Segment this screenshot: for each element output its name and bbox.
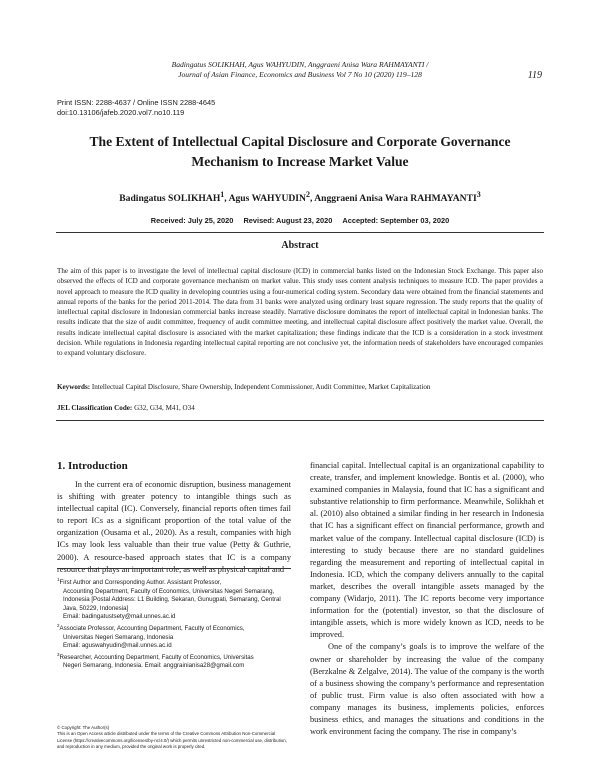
abstract-text: The aim of this paper is to investigate the level of intellectual capital disclosure (ICD) in commercial banks listed on the Indonesian Stock Exchange. This paper also observed the effects of ICD and corporate governance mechanism on market value. This study uses content analysis techniques to measure ICD. The paper provides a novel approach to measure the ICD quality in developing countries using a four-numerical coding system. Secondary data were obtained from the financial statements and annual reports of the banks for the period 2011-2014. The data from 31 banks were analyzed using ordinary least square regression. The study reports that the quality of intellectual capital disclosure in Indonesian commercial banks increase steadily. Narrative disclosure dominates the report of intellectual capital in Indonesian banks. The results indicate that the size of audit committee, frequency of audit committee meeting, and intellectual capital disclosure affect positively the market value. Overall, the results indicate intellectual capital disclosure is associated with the market capitalization; these findings indicate that the ICD is a consideration in a stock investment decision. While regulations in Indonesia regarding intellectual capital reporting are not conclusive yet, the information needs of stakeholders have encouraged companies to expand voluntary disclosure.	[57, 267, 543, 358]
license-text: This is an Open Access article distributed under the terms of the Creative Commons Attribution Non-Commercial License (https://creativecommons.org/licenses/by-nc/4.0/) which permits unrestricted non-commercial use, distribution, and reproduction in any medium, provided the original work is properly cited.	[57, 731, 287, 750]
footnote-3-affiliation: Negeri Semarang, Indonesia. Email: anggrainianisa28@gmail.com	[63, 662, 245, 670]
divider-bottom	[56, 420, 544, 421]
author-3: Anggraeni Anisa Wara RAHMAYANTI	[314, 193, 477, 205]
footnote-2-affiliation: Universitas Negeri Semarang, Indonesia	[63, 633, 174, 641]
divider-top	[56, 232, 544, 233]
issn-line: Print ISSN: 2288-4637 / Online ISSN 2288-4645	[57, 98, 216, 107]
footnote-2-first-line: Associate Professor, Accounting Department, Faculty of Economics,	[59, 625, 245, 633]
jel-text: G32, G34, M41, O34	[134, 404, 195, 412]
running-head-journal: Journal of Asian Finance, Economics and Business Vol 7 No 10 (2020) 119–128	[178, 70, 422, 79]
accepted-date: Accepted: September 03, 2020	[342, 216, 450, 225]
running-head-authors: Badingatus SOLIKHAH, Agus WAHYUDIN, Anggraeni Anisa Wara RAHMAYANTI /	[171, 60, 429, 69]
revised-date: Revised: August 23, 2020	[243, 216, 333, 225]
footnote-2-email: Email: aguswahyudin@mail.unnes.ac.id	[63, 642, 172, 650]
right-column	[310, 460, 544, 738]
title-line-2: Mechanism to Increase Market Value	[191, 154, 409, 169]
footnote-1	[57, 576, 291, 622]
footnote-2-mark: 2	[57, 623, 60, 629]
keywords-text: Intellectual Capital Disclosure, Share Ownership, Independent Commissioner, Audit Committee, Market Capitalization	[91, 383, 431, 391]
footnote-1-first-line: First Author and Corresponding Author. Assistant Professor,	[59, 579, 222, 587]
author-1-mark: 1	[220, 190, 225, 199]
received-date: Received: July 25, 2020	[150, 216, 234, 225]
jel-codes	[57, 403, 543, 413]
footnote-3-first-line: Researcher, Accounting Department, Faculty of Economics, Universitas	[59, 653, 254, 661]
doi-line: doi:10.13106/jafeb.2020.vol7.no10.119	[57, 108, 185, 117]
intro-paragraph-right-1: financial capital. Intellectual capital is an organizational capability to create, transfer, and implement knowledge. Bontis et al. (2000), who examined companies in Malaysia, found that IC has a significant and substantive relationship to firm performance. Meanwhile, Solikhah et al. (2010) also obtained a similar finding in her research in Indonesia that IC has a significant effect on financial performance, growth and market value of the company. Intellectual capital disclosure (ICD) is interesting to study because there are no standard guidelines regarding the measurement and reporting of intellectual capital in Indonesia. ICD, which the company delivers annually to the capital market, describes the overall intangible assets managed by the company (Widarjo, 2011). The IC reports become very importance information for the (potential) investor, so that the disclosure of intangible assets, which is more widely known as ICD, needs to be improved.	[310, 461, 544, 640]
footnote-divider	[57, 568, 291, 569]
jel-label: JEL Classification Code:	[57, 404, 133, 412]
intro-paragraph-right-2: One of the company’s goals is to improve the welfare of the owner or shareholder by increasing the value of the company (Berzkalne & Zelgalve, 2014). The value of the company is the worth of a business showing the company’s performance and representation of public trust. Firm value is also often associated with how a company manages its business, implements policies, enforces business ethics, and manages the situations and conditions in the work environment facing the company. The rise in company’s	[310, 642, 544, 737]
page-number: 119	[527, 70, 542, 81]
copyright-line: © Copyright: The Author(s)	[57, 725, 110, 730]
left-column	[57, 460, 291, 576]
footnote-2	[57, 622, 291, 651]
title-line-1: The Extent of Intellectual Capital Disclosure and Corporate Governance	[89, 134, 511, 149]
submission-dates	[60, 216, 540, 225]
footnote-1-email: Email: badingatustsety@mail.unnes.ac.id	[63, 613, 176, 621]
author-1: Badingatus SOLIKHAH	[119, 193, 221, 205]
section-heading-introduction: 1. Introduction	[57, 460, 128, 472]
footnote-1-affiliation: Accounting Department, Faculty of Economics, Universitas Negeri Semarang, Indonesia [Postal Address: L1 Building, Sekaran, Gunugpati, Semarang, Central Java, 50229, Indonesia]	[63, 587, 281, 612]
keywords-label: Keywords:	[57, 383, 91, 391]
abstract-heading: Abstract	[281, 240, 319, 251]
issn-block	[57, 98, 215, 118]
footnote-1-mark: 1	[57, 577, 60, 582]
footnote-3	[57, 651, 291, 671]
author-2: Agus WAHYUDIN	[228, 193, 306, 205]
author-3-mark: 3	[476, 190, 481, 199]
keywords	[57, 382, 543, 392]
author-list: Badingatus SOLIKHAH$^1$, Agus WAHYUDIN$^2$, Anggraeni Anisa Wara RAHMAYANTI$^3$	[119, 190, 481, 205]
footnote-3-mark: 3	[57, 651, 60, 657]
article-title	[60, 132, 540, 172]
footnotes	[57, 576, 291, 671]
copyright-notice	[57, 725, 291, 751]
author-2-mark: 2	[305, 190, 310, 199]
intro-paragraph-left: In the current era of economic disruption, business management is shifting with greater potency to intangible things such as intellectual capital (IC). Conversely, financial reports often times fail to report ICs as a significant proportion of the total value of the organization (Ousama et al., 2020). As a result, companies with high ICs may look less valuable than their true value (Petty & Guthrie, 2000). A resource-based approach states that IC is a company resource that plays an important role, as well as physical capital and	[57, 480, 291, 574]
running-head	[100, 60, 500, 80]
